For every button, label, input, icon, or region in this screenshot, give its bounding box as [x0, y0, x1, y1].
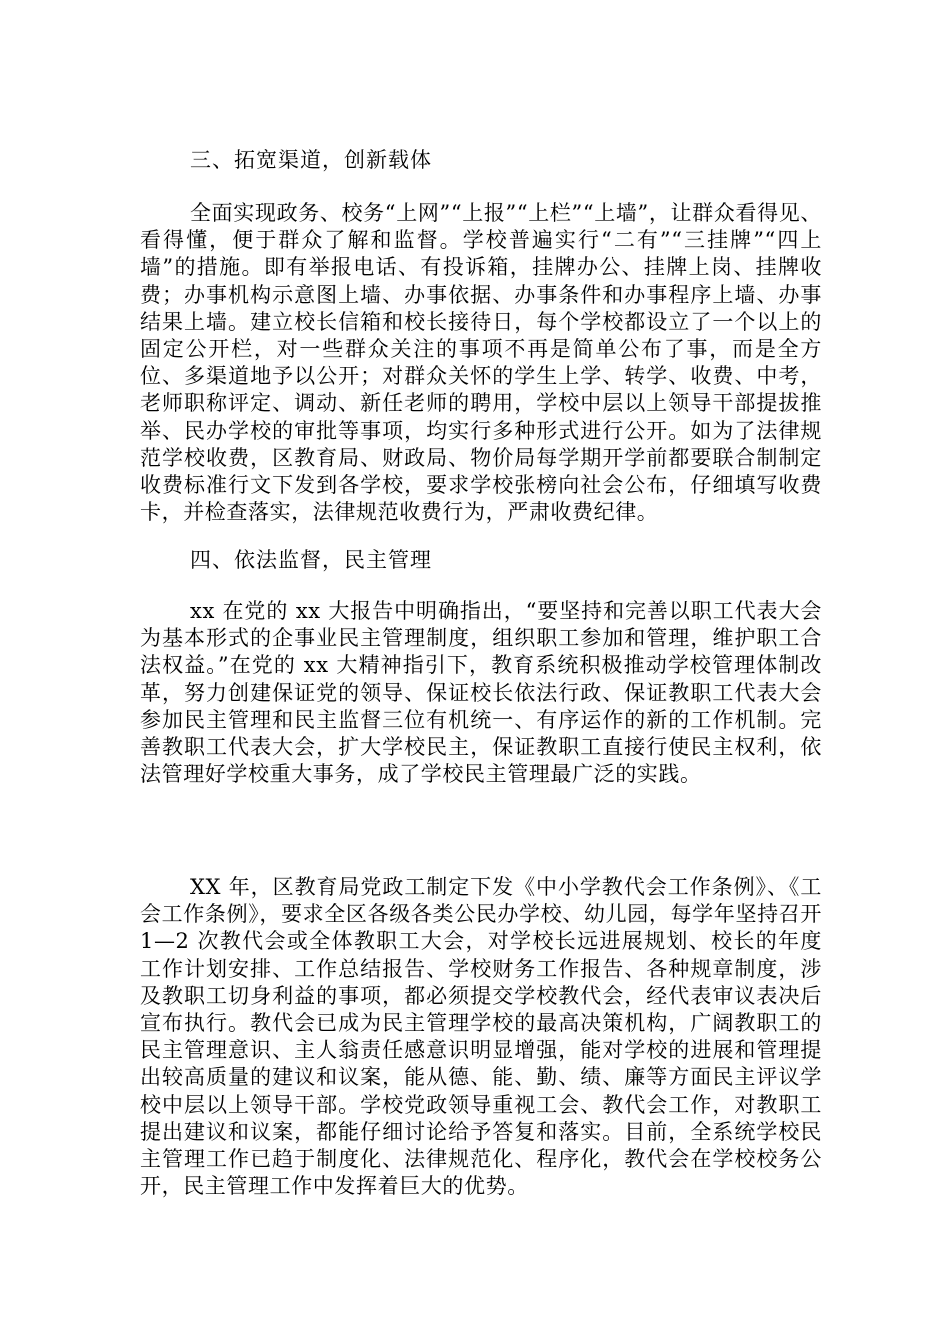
section-three-paragraph: 全面实现政务、校务“上网”“上报”“上栏”“上墙”，让群众看得见、看得懂，便于群众了解和监督。学校普遍实行“二有”“三挂牌”“四上墙”的措施。即有举报电话、有投诉箱，挂牌办公、挂牌上岗、挂牌收费；办事机构示意图上墙、办事依据、办事条件和办事程序上墙、办事结果上墙。建立校长信箱和校长接待日，每个学校都设立了一个以上的固定公开栏，对一些群众关注的事项不再是简单公布了事，而是全方位、多渠道地予以公开；对群众关怀的学生上学、转学、收费、中考，老师职称评定、调动、新任老师的聘用，学校中层以上领导干部提拔推举、民办学校的审批等事项，均实行多种形式进行公开。如为了法律规范学校收费，区教育局、财政局、物价局每学期开学前都要联合制制定收费标准行文下发到各学校，要求学校张榜向社会公布，仔细填写收费卡，并检查落实，法律规范收费行为，严肃收费纪律。 [140, 201, 822, 525]
section-four-paragraph-1: xx 在党的 xx 大报告中明确指出，“要坚持和完善以职工代表大会为基本形式的企事业民主管理制度，组织职工参加和管理，维护职工合法权益。”在党的 xx 大精神指引下，教育系统积极推动学校管理体制改革，努力创建保证党的领导、保证校长依法行政、保证教职工代表大会参加民主管理和民主监督三位有机统一、有序运作的新的工作机制。完善教职工代表大会，扩大学校民主，保证教职工直接行使民主权利，依法管理好学校重大事务，成了学校民主管理最广泛的实践。 [140, 599, 822, 787]
section-four-heading: 四、依法监督，民主管理 [190, 548, 432, 572]
section-four-paragraph-2: XX 年，区教育局党政工制定下发《中小学教代会工作条例》、《工会工作条例》，要求全区各级各类公民办学校、幼儿园，每学年坚持召开 1—2 次教代会或全体教职工大会，对学校长远进展规划、校长的年度工作计划安排、工作总结报告、学校财务工作报告、各种规章制度，涉及教职工切身利益的事项，都必须提交学校教代会，经代表审议表决后宣布执行。教代会已成为民主管理学校的最高决策机构，广阔教职工的民主管理意识、主人翁责任感意识明显增强，能对学校的进展和管理提出较高质量的建议和议案，能从德、能、勤、绩、廉等方面民主评议学校中层以上领导干部。学校党政领导重视工会、教代会工作，对教职工提出建议和议案，都能仔细讨论给予答复和落实。目前，全系统学校民主管理工作已趋于制度化、法律规范化、程序化，教代会在学校校务公开，民主管理工作中发挥着巨大的优势。 [140, 875, 822, 1199]
section-three-heading: 三、拓宽渠道，创新载体 [190, 148, 432, 172]
